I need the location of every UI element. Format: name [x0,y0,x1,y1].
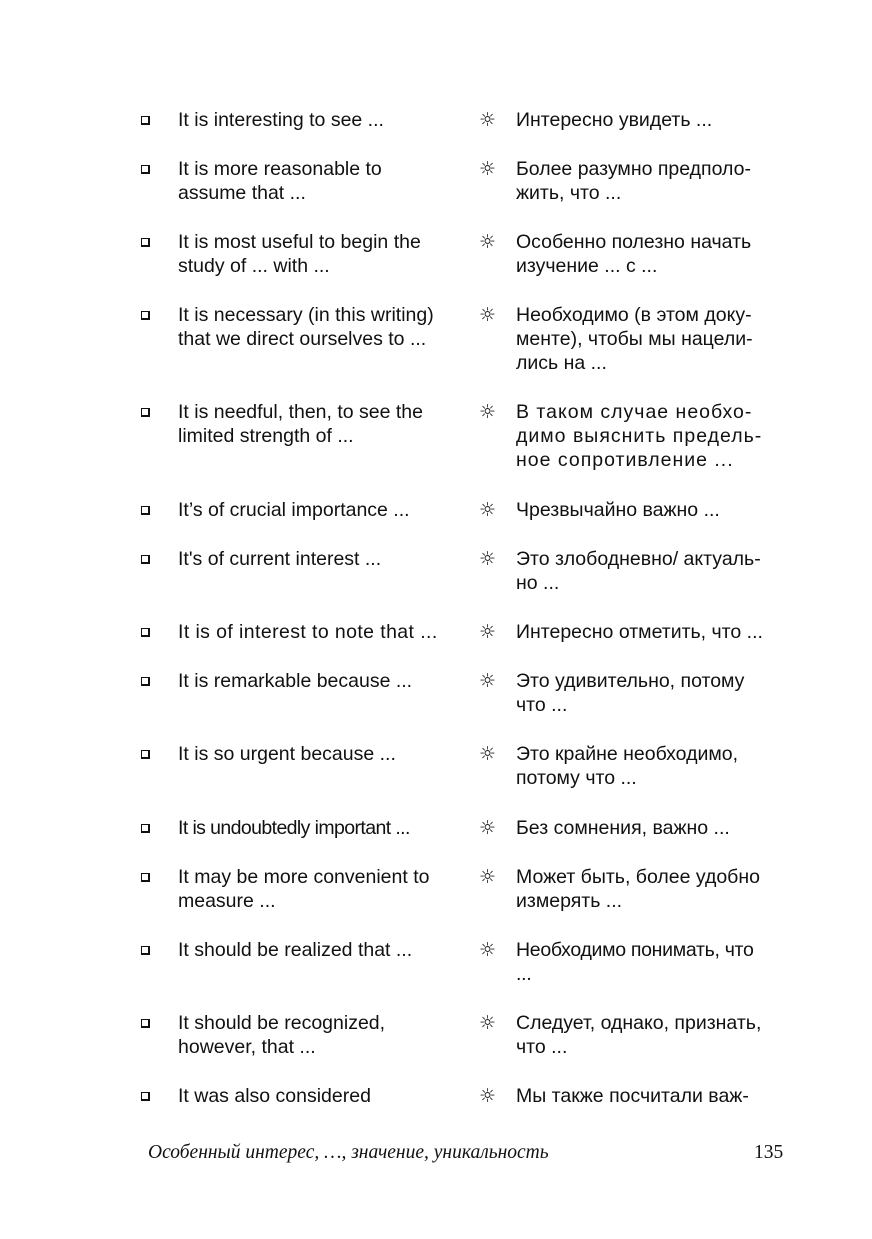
english-phrase: It’s of crucial importance ... [178,499,410,521]
sun-icon: ☼ [479,1085,497,1107]
russian-translation: Это крайне необходимо, потому что ... [516,743,739,789]
russian-translation: Особенно полезно начать изучение ... с ... [516,231,752,277]
russian-translation: Это злободневно/ актуаль- но ... [516,548,761,594]
russian-translation: В таком случае необхо- димо выяснить предель- ное сопротивление ... [516,401,763,471]
sun-icon: ☼ [479,401,497,423]
english-phrase: It is remarkable because ... [178,670,413,692]
checkbox-bullet-icon [141,555,150,564]
sun-icon: ☼ [479,304,497,326]
checkbox-bullet-icon [141,1092,150,1101]
english-phrase: It should be recognized, however, that ... [178,1012,386,1058]
checkbox-bullet-icon [141,824,150,833]
checkbox-bullet-icon [141,311,150,320]
checkbox-bullet-icon [141,750,150,759]
sun-icon: ☼ [479,109,497,131]
sun-icon: ☼ [479,621,497,643]
russian-translation: Необходимо (в этом доку- менте), чтобы мы нацели- лись на ... [516,304,753,374]
sun-icon: ☼ [479,499,497,521]
english-phrase: It should be realized that ... [178,939,413,961]
checkbox-bullet-icon [141,1019,150,1028]
english-phrase: It is undoubtedly important ... [178,817,410,839]
checkbox-bullet-icon [141,506,150,515]
checkbox-bullet-icon [141,873,150,882]
sun-icon: ☼ [479,231,497,253]
checkbox-bullet-icon [141,946,150,955]
english-phrase: It is of interest to note that ... [178,621,438,643]
running-footer-title: Особенный интерес, …, значение, уникальность [148,1142,549,1163]
russian-translation: Это удивительно, потому что ... [516,670,745,716]
english-phrase: It is interesting to see ... [178,109,384,131]
sun-icon: ☼ [479,817,497,839]
english-phrase: It was also considered [178,1085,371,1107]
russian-translation: Интересно увидеть ... [516,109,713,131]
sun-icon: ☼ [479,939,497,961]
english-phrase: It is necessary (in this writing) that we direct ourselves to ... [178,304,434,350]
english-phrase: It may be more convenient to measure ... [178,866,430,912]
page-number: 135 [754,1142,784,1163]
sun-icon: ☼ [479,1012,497,1034]
checkbox-bullet-icon [141,238,150,247]
sun-icon: ☼ [479,158,497,180]
russian-translation: Может быть, более удобно измерять ... [516,866,760,912]
russian-translation: Необходимо понимать, что ... [516,939,754,985]
checkbox-bullet-icon [141,408,150,417]
russian-translation: Без сомнения, важно ... [516,817,730,839]
russian-translation: Интересно отметить, что ... [516,621,763,643]
english-phrase: It is more reasonable to assume that ... [178,158,382,204]
english-phrase: It is most useful to begin the study of ... with ... [178,231,421,277]
checkbox-bullet-icon [141,677,150,686]
russian-translation: Мы также посчитали важ- [516,1085,749,1107]
english-phrase: It's of current interest ... [178,548,382,570]
checkbox-bullet-icon [141,165,150,174]
russian-translation: Более разумно предполо- жить, что ... [516,158,751,204]
sun-icon: ☼ [479,743,497,765]
english-phrase: It is needful, then, to see the limited strength of ... [178,401,423,447]
checkbox-bullet-icon [141,628,150,637]
russian-translation: Следует, однако, признать, что ... [516,1012,762,1058]
sun-icon: ☼ [479,670,497,692]
russian-translation: Чрезвычайно важно ... [516,499,720,521]
checkbox-bullet-icon [141,116,150,125]
sun-icon: ☼ [479,548,497,570]
sun-icon: ☼ [479,866,497,888]
english-phrase: It is so urgent because ... [178,743,396,765]
